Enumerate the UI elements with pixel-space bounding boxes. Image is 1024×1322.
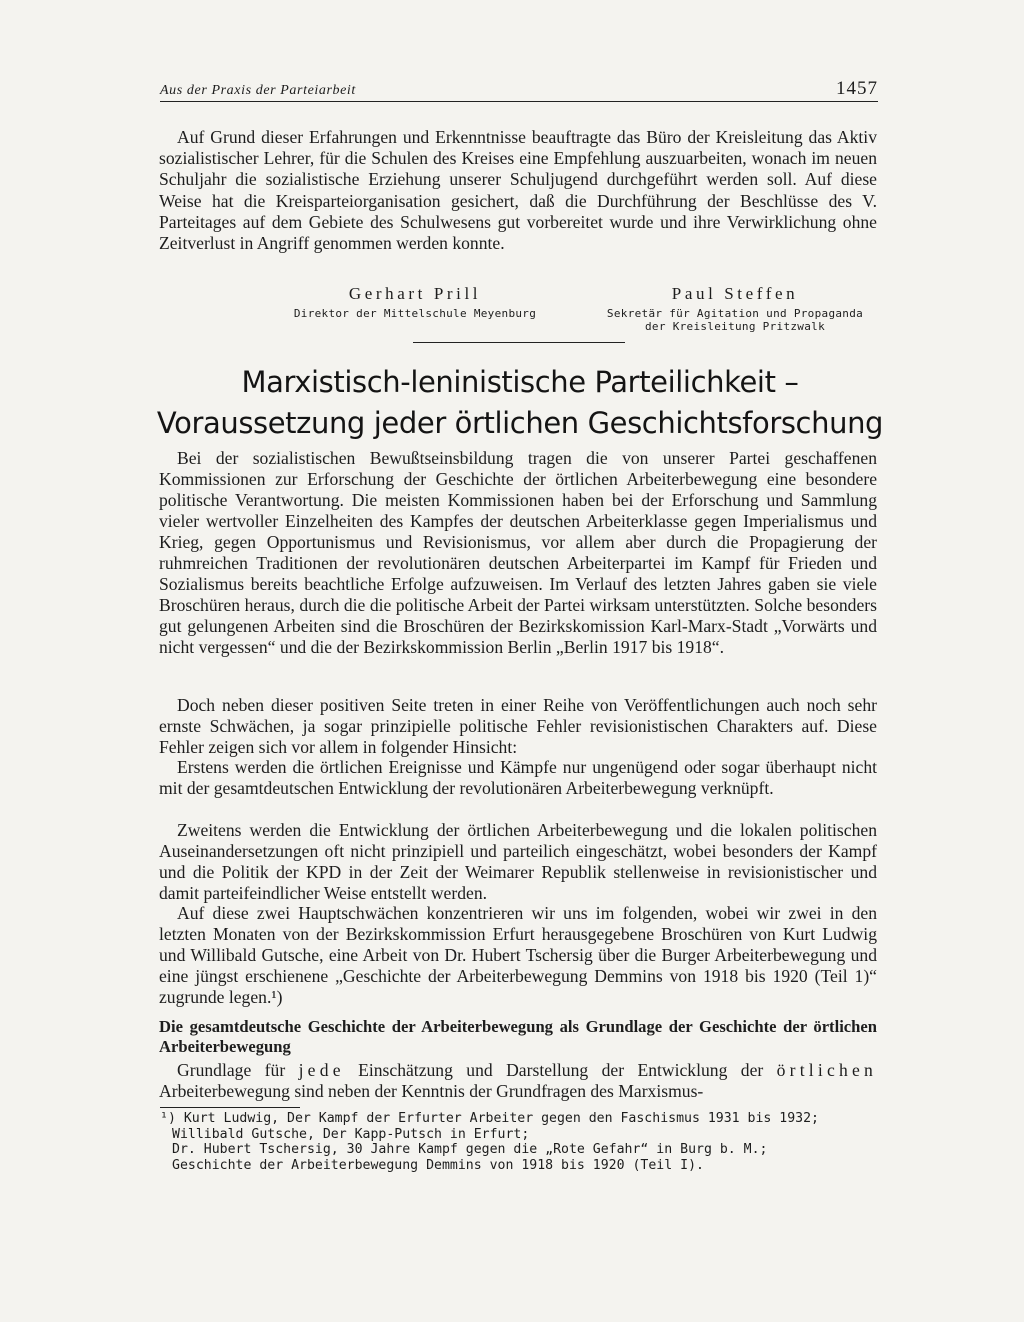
- footnote-line: Geschichte der Arbeiterbewegung Demmins von 1918 bis 1920 (Teil I).: [172, 1157, 704, 1173]
- article-paragraph-3: Erstens werden die örtlichen Ereignisse und Kämpfe nur ungenügend oder sogar überhaupt nicht mit der gesamtdeutschen Entwicklung der revolutionären Arbeiterbewegung verknüpft.: [159, 757, 877, 798]
- footnotes: [160, 1111, 878, 1173]
- footnote-line: ¹) Kurt Ludwig, Der Kampf der Erfurter Arbeiter gegen den Faschismus 1931 bis 1932;: [160, 1111, 819, 1126]
- signature-role-line2: der Kreisleitung Pritzwalk: [645, 320, 825, 333]
- article-title: [150, 362, 890, 444]
- signature-name: Gerhart Prill: [348, 284, 482, 303]
- section-text-emphasis-1: jede: [298, 1060, 345, 1080]
- footnote-rule: [160, 1107, 300, 1108]
- signature-steffen: [585, 284, 885, 333]
- article-paragraph-4: Zweitens werden die Entwicklung der örtlichen Arbeiterbewegung und die lokalen politischen Auseinandersetzungen oft nicht prinzipiell und parteilich eingeschätzt, wobei besonders der Kampf und die Politik der KPD in der Zeit der Weimarer Republik stellenweise in revisionistischer und damit parteifeindlicher Weise entstellt werden.: [159, 820, 877, 903]
- intro-paragraph: Auf Grund dieser Erfahrungen und Erkenntnisse beauftragte das Büro der Kreisleitung das Aktiv sozialistischer Lehrer, für die Schulen des Kreises eine Empfehlung auszuarbeiten, wonach im neuen Schuljahr die sozialistische Erziehung unserer Schuljugend durchgeführt werden soll. Auf diese Weise hat die Kreisparteiorganisation gesichert, daß die Durchführung der Beschlüsse des V. Parteitages auf dem Gebiete des Schulwesens gut vorbereitet wurde und ihre Verwirklichung ohne Zeitverlust in Angriff genommen werden konnte.: [159, 127, 877, 254]
- article-paragraph-5: Auf diese zwei Hauptschwächen konzentrieren wir uns im folgenden, wobei wir zwei in den letzten Monaten von der Bezirkskommission Erfurt herausgegebene Broschüren von Kurt Ludwig und Willibald Gutsche, eine Arbeit von Dr. Hubert Tschersig über die Burger Arbeiterbewegung und eine jüngst erschienene „Geschichte der Arbeiterbewegung Demmins von 1918 bis 1920 (Teil 1)“ zugrunde legen.¹): [159, 903, 877, 1007]
- signature-name: Paul Steffen: [671, 284, 799, 303]
- section-text-emphasis-2: örtlichen: [776, 1060, 877, 1080]
- signature-role: Sekretär für Agitation und Propaganda: [606, 307, 864, 320]
- signature-role: Direktor der Mittelschule Meyenburg: [293, 307, 537, 320]
- section-text-part3: Arbeiterbewegung sind neben der Kenntnis der Grundfragen des Marxismus-: [159, 1081, 704, 1101]
- header-rule: [160, 101, 878, 102]
- section-paragraph: [159, 1060, 877, 1102]
- section-text-part1: Grundlage für: [177, 1060, 299, 1080]
- running-header: [160, 78, 878, 100]
- article-paragraph-2: Doch neben dieser positiven Seite treten in einer Reihe von Veröffentlichungen auch noch sehr ernste Schwächen, ja sogar prinzipielle politische Fehler revisionistischen Charakters auf. Diese Fehler zeigen sich vor allem in folgender Hinsicht:: [159, 695, 877, 757]
- section-heading: Die gesamtdeutsche Geschichte der Arbeiterbewegung als Grundlage der Geschichte der örtlichen Arbeiterbewegung: [159, 1017, 877, 1056]
- page-number: 1457: [836, 78, 878, 99]
- article-paragraph-1: Bei der sozialistischen Bewußtseinsbildung tragen die von unserer Partei geschaffenen Kommissionen zur Erforschung der Geschichte der örtlichen Arbeiterbewegung eine besondere politische Verantwortung. Die meisten Kommissionen haben bei der Erforschung und Sammlung vieler wertvoller Einzelheiten des Kampfes der deutschen Arbeiterklasse gegen Imperialismus und Krieg, gegen Opportunismus und Revisionismus, vor allem aber durch die Propagierung der ruhmreichen Traditionen der revolutionären deutschen Arbeiterpartei im Kampf für Frieden und Sozialismus bereits beachtliche Erfolge aufzuweisen. Im Verlauf des letzten Jahres gaben sie viele Broschüren heraus, durch die die politische Arbeit der Partei wirksam unterstützten. Solche besonders gut gelungenen Arbeiten sind die Broschüren der Bezirkskomission Karl-Marx-Stadt „Vorwärts und nicht vergessen“ und die der Bezirkskommission Berlin „Berlin 1917 bis 1918“.: [159, 448, 877, 657]
- section-text-part2: Einschätzung und Darstellung der Entwicklung der: [344, 1060, 777, 1080]
- section-divider: [413, 342, 625, 343]
- signature-prill: [265, 284, 565, 320]
- article-title-line2: Voraussetzung jeder örtlichen Geschichtsforschung: [156, 406, 884, 440]
- footnote-line: Willibald Gutsche, Der Kapp-Putsch in Erfurt;: [172, 1126, 530, 1142]
- running-title: Aus der Praxis der Parteiarbeit: [160, 83, 356, 98]
- article-title-line1: Marxistisch-leninistische Parteilichkeit –: [241, 365, 799, 399]
- footnote-line: Dr. Hubert Tschersig, 30 Jahre Kampf gegen die „Rote Gefahr“ in Burg b. M.;: [172, 1142, 768, 1158]
